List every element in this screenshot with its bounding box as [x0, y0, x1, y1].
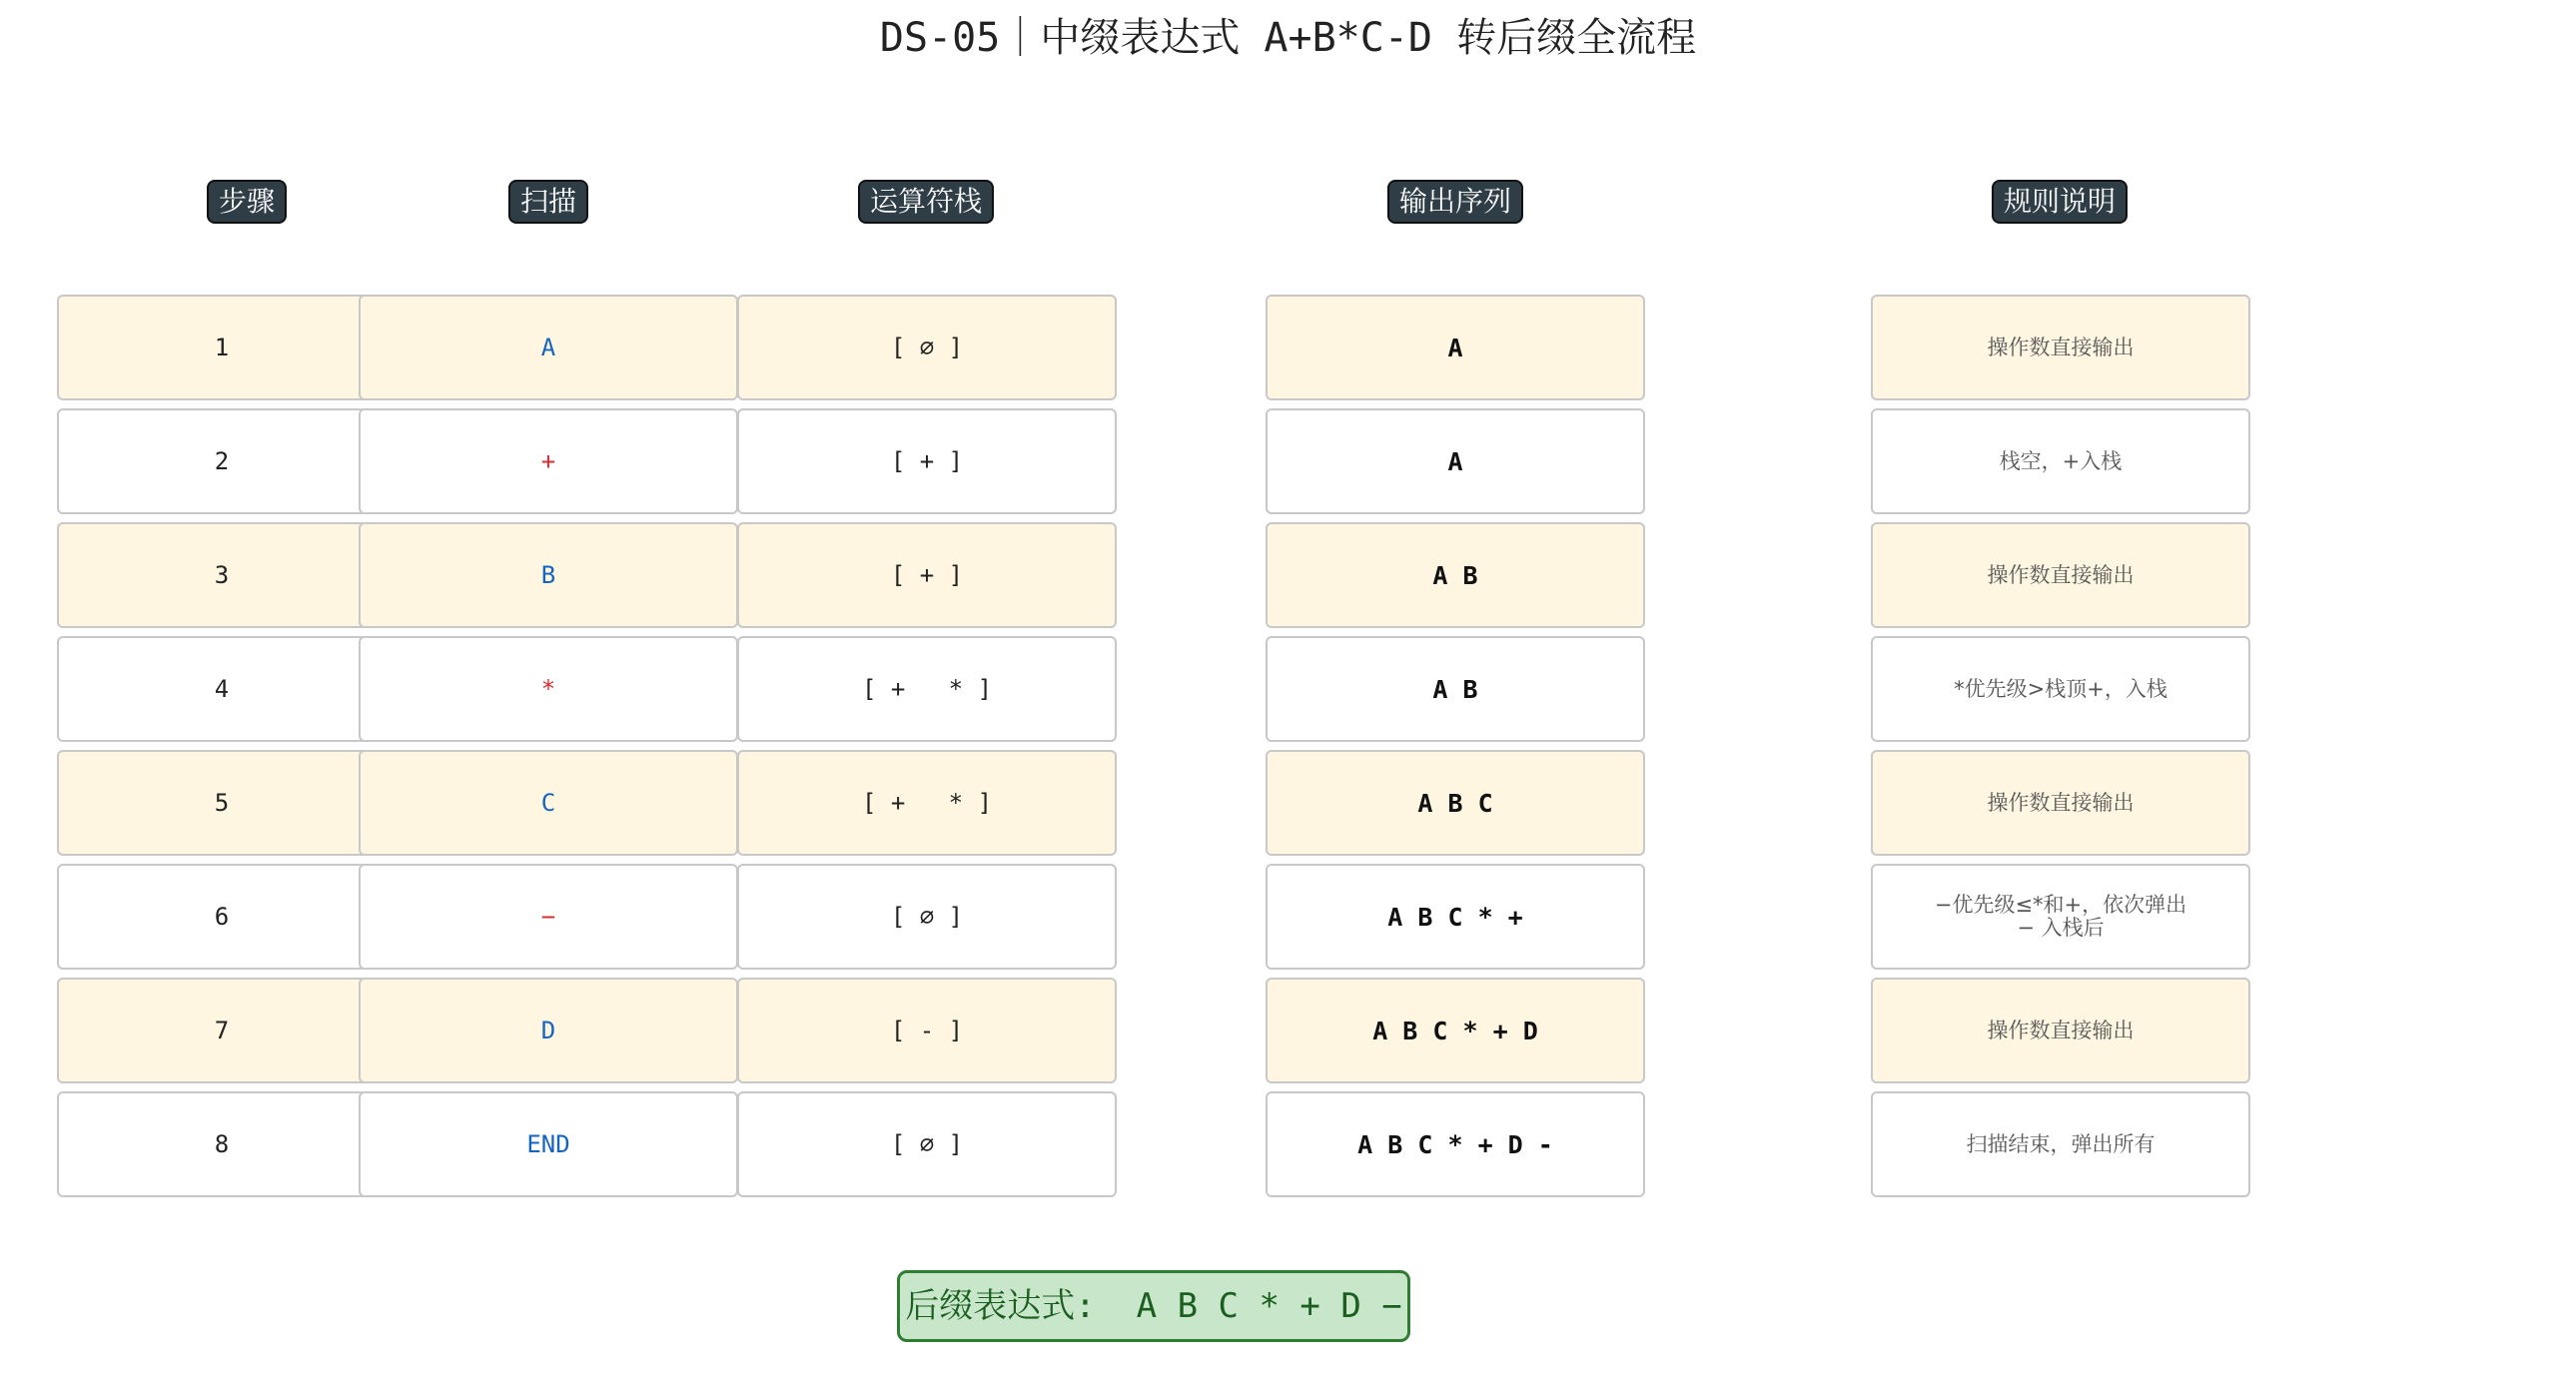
- cell-output: A B C * + D -: [1266, 1091, 1645, 1197]
- cell-output: A B: [1266, 522, 1645, 628]
- cell-step: 2: [57, 408, 387, 514]
- cell-rule: −优先级≤*和+，依次弹出 − 入栈后: [1871, 864, 2250, 970]
- cell-rule: 操作数直接输出: [1871, 522, 2250, 628]
- cell-step: 1: [57, 295, 387, 400]
- cell-step: 4: [57, 636, 387, 742]
- cell-output: A B C: [1266, 750, 1645, 856]
- cell-step: 5: [57, 750, 387, 856]
- cell-scan: C: [359, 750, 738, 856]
- cell-output: A: [1266, 408, 1645, 514]
- cell-stack: [ + * ]: [737, 636, 1117, 742]
- page-title: DS-05｜中缀表达式 A+B*C-D 转后缀全流程: [879, 15, 1697, 61]
- cell-step: 3: [57, 522, 387, 628]
- header-step: 步骤: [207, 180, 287, 224]
- cell-rule: 操作数直接输出: [1871, 978, 2250, 1083]
- cell-scan: +: [359, 408, 738, 514]
- cell-rule: *优先级>栈顶+，入栈: [1871, 636, 2250, 742]
- cell-stack: [ + * ]: [737, 750, 1117, 856]
- cell-scan: −: [359, 864, 738, 970]
- cell-output: A B: [1266, 636, 1645, 742]
- cell-step: 7: [57, 978, 387, 1083]
- cell-rule: 操作数直接输出: [1871, 750, 2250, 856]
- header-rule: 规则说明: [1992, 180, 2128, 224]
- header-scan: 扫描: [508, 180, 588, 224]
- cell-step: 6: [57, 864, 387, 970]
- cell-stack: [ + ]: [737, 522, 1117, 628]
- cell-scan: *: [359, 636, 738, 742]
- cell-output: A B C * +: [1266, 864, 1645, 970]
- cell-step: 8: [57, 1091, 387, 1197]
- postfix-result: 后缀表达式: A B C * + D −: [897, 1270, 1410, 1342]
- cell-stack: [ ∅ ]: [737, 864, 1117, 970]
- cell-stack: [ ∅ ]: [737, 1091, 1117, 1197]
- cell-scan: B: [359, 522, 738, 628]
- cell-scan: A: [359, 295, 738, 400]
- cell-scan: END: [359, 1091, 738, 1197]
- cell-stack: [ + ]: [737, 408, 1117, 514]
- cell-rule: 栈空，+入栈: [1871, 408, 2250, 514]
- cell-scan: D: [359, 978, 738, 1083]
- cell-stack: [ - ]: [737, 978, 1117, 1083]
- header-stack: 运算符栈: [858, 180, 994, 224]
- header-output: 输出序列: [1387, 180, 1523, 224]
- cell-rule: 操作数直接输出: [1871, 295, 2250, 400]
- cell-rule: 扫描结束，弹出所有: [1871, 1091, 2250, 1197]
- cell-output: A B C * + D: [1266, 978, 1645, 1083]
- cell-output: A: [1266, 295, 1645, 400]
- cell-stack: [ ∅ ]: [737, 295, 1117, 400]
